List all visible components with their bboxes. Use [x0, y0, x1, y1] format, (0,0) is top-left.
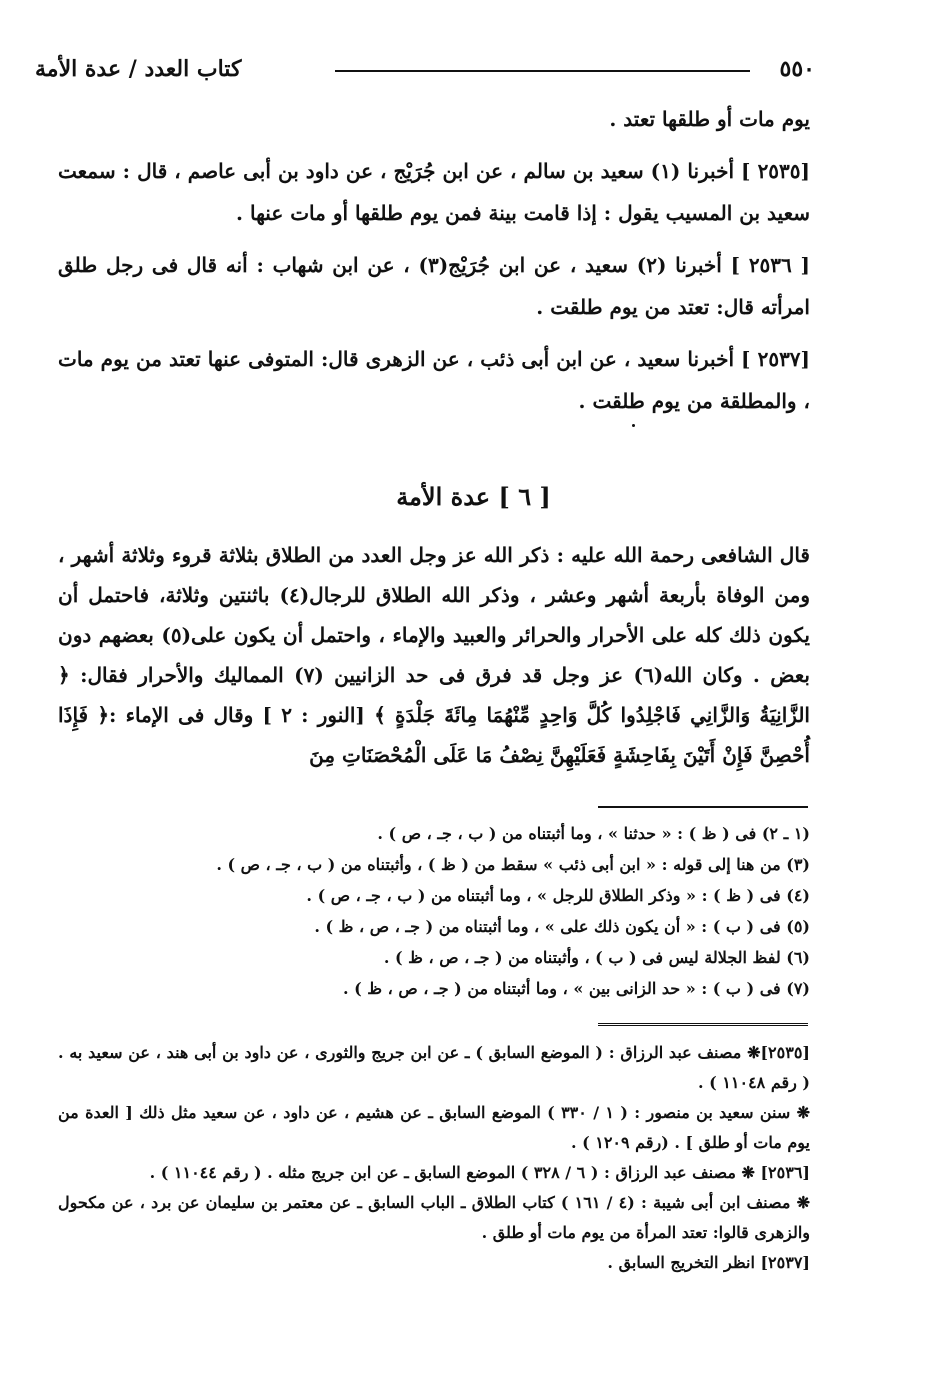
section-body: [58, 535, 810, 775]
hadith-2537: [٢٥٣٧ ] أخبرنا سعيد ، عن ابن أبى ذئب ، عن الزهرى قال: المتوفى عنها تعتد من يوم مات ، والمطلقة من يوم طلقت .: [58, 347, 811, 413]
footnote: (٣) من هنا إلى قوله : « ابن أبى ذئب » سقط من ( ظ ) ، وأثبتناه من ( ب ، جـ ، ص ) .: [216, 855, 810, 874]
section-heading: [ ٦ ] عدة الأمة: [396, 482, 551, 511]
takhrij-notes: [58, 1038, 810, 1278]
header-rule: [335, 70, 750, 72]
takhrij-entry: [٢٥٣٥]❋ مصنف عبد الرزاق : ( الموضع السابق ) ـ عن ابن جريج والثورى ، عن داود بن أبى هند ، عن سعيد به . ( رقم ١١٠٤٨ ) .: [58, 1043, 810, 1092]
ink-dot: [632, 424, 635, 427]
paragraph-continuation: يوم مات أو طلقها تعتد .: [609, 107, 810, 131]
takhrij-entry: ❋ مصنف ابن أبى شيبة : (٤ / ١٦١ ) كتاب الطلاق ـ الباب السابق ـ عن معتمر بن سليمان عن برد ، عن مكحول والزهرى قالوا: تعتد المرأة من يوم مات أو طلق .: [58, 1193, 811, 1242]
footnotes: [58, 818, 810, 1004]
page-header: [35, 50, 815, 90]
running-title: كتاب العدد / عدة الأمة: [35, 56, 242, 82]
footnote: (٦) لفظ الجلالة ليس فى ( ب ) ، وأثبتناه من ( جـ ، ص ، ظ ) .: [383, 948, 810, 967]
takhrij-entry: ❋ سنن سعيد بن منصور : ( ١ / ٣٣٠ ) الموضع السابق ـ عن هشيم ، عن داود ، عن سعيد مثل ذلك [ العدة من يوم مات أو طلق ] . (رقم ١٢٠٩ ) .: [58, 1103, 811, 1152]
footnote: (٧) فى ( ب ) : « حد الزانى بين » ، وما أثبتناه من ( جـ ، ص ، ظ ) .: [343, 979, 810, 998]
shafii-paragraph: قال الشافعى رحمة الله عليه : ذكر الله عز وجل العدد من الطلاق بثلاثة قروء وثلاثة أشهر ، ومن الوفاة بأربعة أشهر وعشر ، وذكر الله الطلاق للرجال(٤) باثنتين وثلاثة، فاحتمل أن يكون ذلك كله على الأحرار والحرائر والعبيد والإماء ، واحتمل أن يكون على(٥) بعضهم دون بعض . وكان الله(٦) عز وجل قد فرق فى حد الزانيين (٧) المماليك والأحرار فقال: ﴿ الزَّانِيَةُ وَالزَّانِي فَاجْلِدُوا كُلَّ وَاحِدٍ مِّنْهُمَا مِائَةَ جَلْدَةٍ ﴾ [النور : ٢ ] وقال فى الإماء :﴿ فَإِذَا أُحْصِنَّ فَإِنْ أَتَيْنَ بِفَاحِشَةٍ فَعَلَيْهِنَّ نِصْفُ مَا عَلَى الْمُحْصَنَاتِ مِنَ: [58, 543, 811, 767]
hadith-2535: [٢٥٣٥ ] أخبرنا (١) سعيد بن سالم ، عن ابن جُرَيْج ، عن داود بن أبى عاصم ، قال : سمعت سعيد بن المسيب يقول : إذا قامت بينة فمن يوم طلقها أو مات عنها .: [58, 159, 810, 225]
takhrij-entry: [٢٥٣٦] ❋ مصنف عبد الرزاق : ( ٦ / ٣٢٨ ) الموضع السابق ـ عن ابن جريج مثله . ( رقم ١١٠٤٤ ) .: [149, 1163, 810, 1182]
takhrij-entry: [٢٥٣٧] انظر التخريج السابق .: [607, 1253, 810, 1272]
footnote-separator: [598, 806, 808, 808]
hadith-2536: [ ٢٥٣٦ ] أخبرنا (٢) سعيد ، عن ابن جُرَيْج(٣) ، عن ابن شهاب : أنه قال فى رجل طلق امرأته قال: تعتد من يوم طلقت .: [58, 253, 811, 319]
footnote: (١ ـ ٢) فى ( ظ ) : « حدثنا » ، وما أثبتناه من ( ب ، جـ ، ص ) .: [377, 824, 810, 843]
page-number: ٥٥٠: [779, 56, 815, 82]
footnote: (٥) فى ( ب ) : « أن يكون ذلك على » ، وما أثبتناه من ( جـ ، ص ، ظ ) .: [314, 917, 810, 936]
footnote: (٤) فى ( ظ ) : « وذكر الطلاق للرجل » ، وما أثبتناه من ( ب ، جـ ، ص ) .: [306, 886, 810, 905]
takhrij-separator: [598, 1023, 808, 1028]
main-text: [58, 98, 810, 422]
